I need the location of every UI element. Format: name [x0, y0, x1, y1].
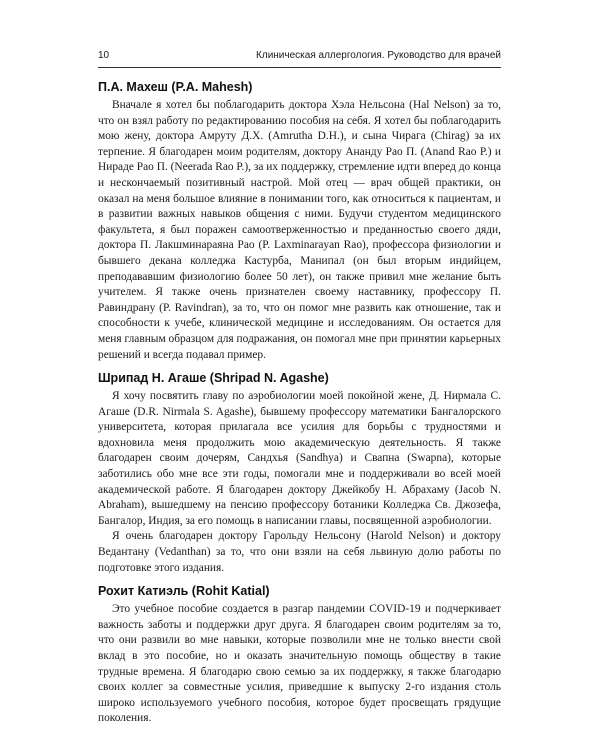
acknowledgment-section-mahesh: [98, 79, 501, 363]
page-body: [98, 79, 501, 727]
acknowledgment-section-katial: [98, 583, 501, 727]
section-heading: Рохит Катиэль (Rohit Katial): [98, 584, 270, 599]
paragraph: Это учебное пособие создается в разгар пандемии COVID-19 и подчеркивает важность заботы и поддержки друг друга. Я благодарен своим родителям за то, что они развили во мне навыки, которые позволили мне не только внести свой вклад в это пособие, но и оказать значительную помощь обществу в такие трудные времена. Я благодарю свою семью за их поддержку, я также благодарю своих коллег за совместные усилия, приведшие к выпуску 2-го издания столь широко используемого учебного пособия, которое будет просвещать грядущие поколения.: [98, 603, 501, 725]
running-header-title: Клиническая аллергология. Руководство для врачей: [256, 50, 501, 61]
acknowledgment-section-agashe: [98, 370, 501, 576]
section-heading: Шрипад Н. Агаше (Shripad N. Agashe): [98, 371, 329, 386]
header-divider: [98, 67, 501, 68]
section-heading: П.А. Махеш (P.A. Mahesh): [98, 80, 253, 94]
paragraph: Вначале я хотел бы поблагодарить доктора Хэла Нельсона (Hal Nelson) за то, что он взял работу по редактированию пособия на себя. Я хотел бы поблагодарить мою жену, доктора Амруту Д.Х. (Amrutha D.H.), и сына Чирага (Chirag) за их терпение. Я благодарен моим родителям, доктору Ананду Рао П. (Anand Rao P.) и Нираде Рао П. (Neerada Rao P.), за их поддержку, стремление идти вперед до конца и нескончаемый позитивный настрой. Мой отец — врач общей практики, он оказал на меня большое влияние в понимании того, как относиться к пациентам, и в развитии важных навыков общения с ними. Будучи студентом медицинского факультета, я был поражен самоотверженностью и преданностью своего дяди, доктора П. Лакшминараяна Рао (P. Laxminarayan Rao), профессора физиологии и бывшего декана колледжа Кастурба, Манипал (он был вторым индийцем, преподававшим физиологию более 50 лет), он также привил мне желание быть учителем. Я также очень признателен своему наставнику, профессору П. Равиндрану (P. Ravindran), за то, что он помог мне развить как отношение, так и способности к учебе, клинической медицине и исследованиям. Он остается для меня главным образцом для подражания, он помогал мне при принятии карьерных решений и всегда подавал пример.: [98, 99, 501, 361]
running-header: [98, 50, 501, 67]
paragraph: Я очень благодарен доктору Гарольду Нельсону (Harold Nelson) и доктору Ведантану (Vedanthan) за то, что они взяли на себя львиную долю работы по подготовке этого издания.: [98, 530, 501, 574]
page-number: 10: [98, 50, 110, 61]
paragraph: Я хочу посвятить главу по аэробиологии моей покойной жене, Д. Нирмала С. Агаше (D.R. Nirmala S. Agashe), бывшему профессору математики Бангалорского университета, которая прилагала все усилия для борьбы с трудностями и вдохновила меня продолжить мою академическую деятельность. Я также благодарен своим дочерям, Сандхья (Sandhya) и Свапна (Swapna), которые заботились обо мне все эти годы, помогали мне и поддерживали во всей моей академической работе. Я благодарен доктору Джейкобу Н. Абрахаму (Jacob N. Abraham), вышедшему на пенсию профессору ботаники Колледжа Св. Джозефа, Бангалор, Индия, за его помощь в написании главы, посвященной аэробиологии.: [98, 390, 501, 527]
